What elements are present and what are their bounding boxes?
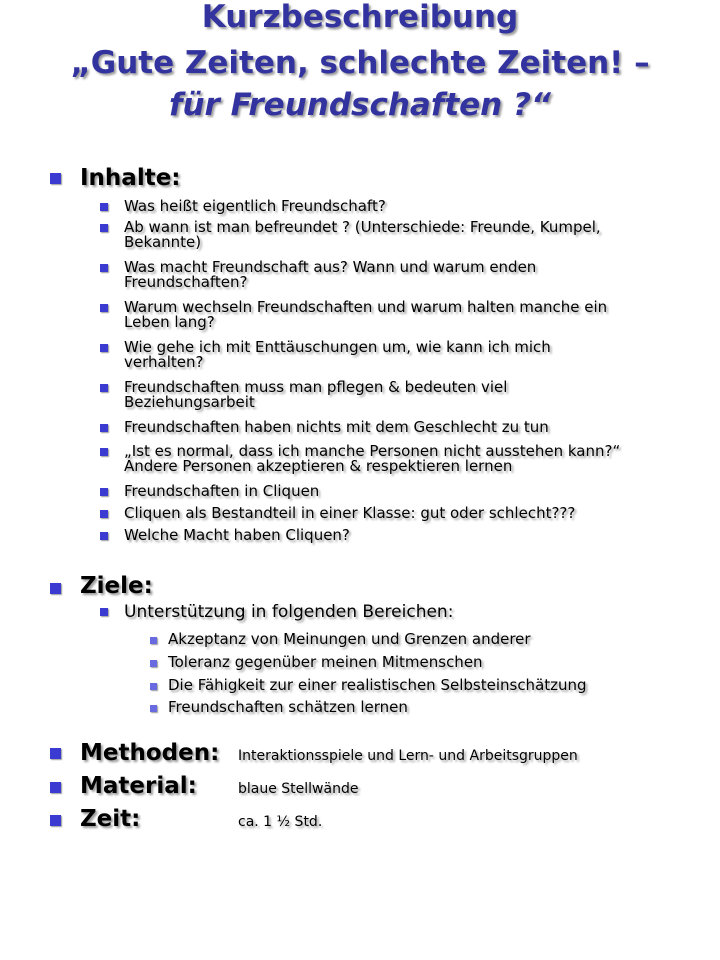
bullet-icon bbox=[150, 683, 157, 690]
bullet-icon bbox=[50, 173, 61, 184]
title-line-3: für Freundschaften ?“ bbox=[168, 87, 551, 123]
inhalte-item: Welche Macht haben Cliquen? bbox=[124, 526, 350, 544]
bullet-icon bbox=[100, 384, 108, 392]
bullet-icon bbox=[100, 344, 108, 352]
bullet-icon bbox=[100, 488, 108, 496]
inhalte-heading: Inhalte: bbox=[80, 165, 181, 191]
ziele-item: Akzeptanz von Meinungen und Grenzen anderer bbox=[168, 630, 531, 648]
bullet-icon bbox=[100, 532, 108, 540]
bullet-icon bbox=[50, 748, 61, 759]
bullet-icon bbox=[50, 782, 61, 793]
bullet-icon bbox=[50, 583, 61, 594]
inhalte-item-continuation: Beziehungsarbeit bbox=[124, 393, 255, 411]
title-line-2: „Gute Zeiten, schlechte Zeiten! – bbox=[70, 45, 650, 81]
bullet-icon bbox=[50, 815, 61, 826]
inhalte-item: Was heißt eigentlich Freundschaft? bbox=[124, 197, 386, 215]
inhalte-item: Freundschaften muss man pflegen & bedeuten viel bbox=[124, 378, 508, 396]
inhalte-item-continuation: Andere Personen akzeptieren & respektieren lernen bbox=[124, 457, 513, 475]
ziele-item: Die Fähigkeit zur einer realistischen Selbsteinschätzung bbox=[168, 676, 587, 694]
inhalte-item: Ab wann ist man befreundet ? (Unterschiede: Freunde, Kumpel, bbox=[124, 218, 601, 236]
bullet-icon bbox=[100, 448, 108, 456]
bullet-icon bbox=[150, 637, 157, 644]
bullet-icon bbox=[100, 264, 108, 272]
zeit-value: ca. 1 ½ Std. bbox=[238, 814, 323, 830]
inhalte-item-continuation: verhalten? bbox=[124, 353, 204, 371]
bullet-icon bbox=[100, 304, 108, 312]
bullet-icon bbox=[100, 203, 108, 211]
methoden-value: Interaktionsspiele und Lern- und Arbeitsgruppen bbox=[238, 748, 578, 764]
bullet-icon bbox=[100, 510, 108, 518]
inhalte-item: Warum wechseln Freundschaften und warum halten manche ein bbox=[124, 298, 608, 316]
ziele-heading: Ziele: bbox=[80, 573, 153, 599]
inhalte-item-continuation: Bekannte) bbox=[124, 233, 202, 251]
bullet-icon bbox=[100, 608, 108, 616]
material-label: Material: bbox=[80, 773, 197, 799]
inhalte-item: Was macht Freundschaft aus? Wann und warum enden bbox=[124, 258, 537, 276]
ziele-item: Toleranz gegenüber meinen Mitmenschen bbox=[168, 653, 483, 671]
inhalte-item: Cliquen als Bestandteil in einer Klasse: gut oder schlecht??? bbox=[124, 504, 576, 522]
inhalte-item-continuation: Leben lang? bbox=[124, 313, 215, 331]
bullet-icon bbox=[150, 705, 157, 712]
bullet-icon bbox=[150, 660, 157, 667]
zeit-label: Zeit: bbox=[80, 806, 141, 832]
bullet-icon bbox=[100, 424, 108, 432]
bullet-icon bbox=[100, 224, 108, 232]
inhalte-item-continuation: Freundschaften? bbox=[124, 273, 248, 291]
title-line-1: Kurzbeschreibung bbox=[201, 0, 519, 35]
inhalte-item: Wie gehe ich mit Enttäuschungen um, wie kann ich mich bbox=[124, 338, 551, 356]
ziele-item: Freundschaften schätzen lernen bbox=[168, 698, 408, 716]
inhalte-item: Freundschaften in Cliquen bbox=[124, 482, 320, 500]
ziele-subheading: Unterstützung in folgenden Bereichen: bbox=[124, 602, 454, 622]
inhalte-item: „Ist es normal, dass ich manche Personen nicht ausstehen kann?“ bbox=[124, 442, 621, 460]
inhalte-item: Freundschaften haben nichts mit dem Geschlecht zu tun bbox=[124, 418, 549, 436]
methoden-label: Methoden: bbox=[80, 740, 220, 766]
material-value: blaue Stellwände bbox=[238, 781, 359, 797]
